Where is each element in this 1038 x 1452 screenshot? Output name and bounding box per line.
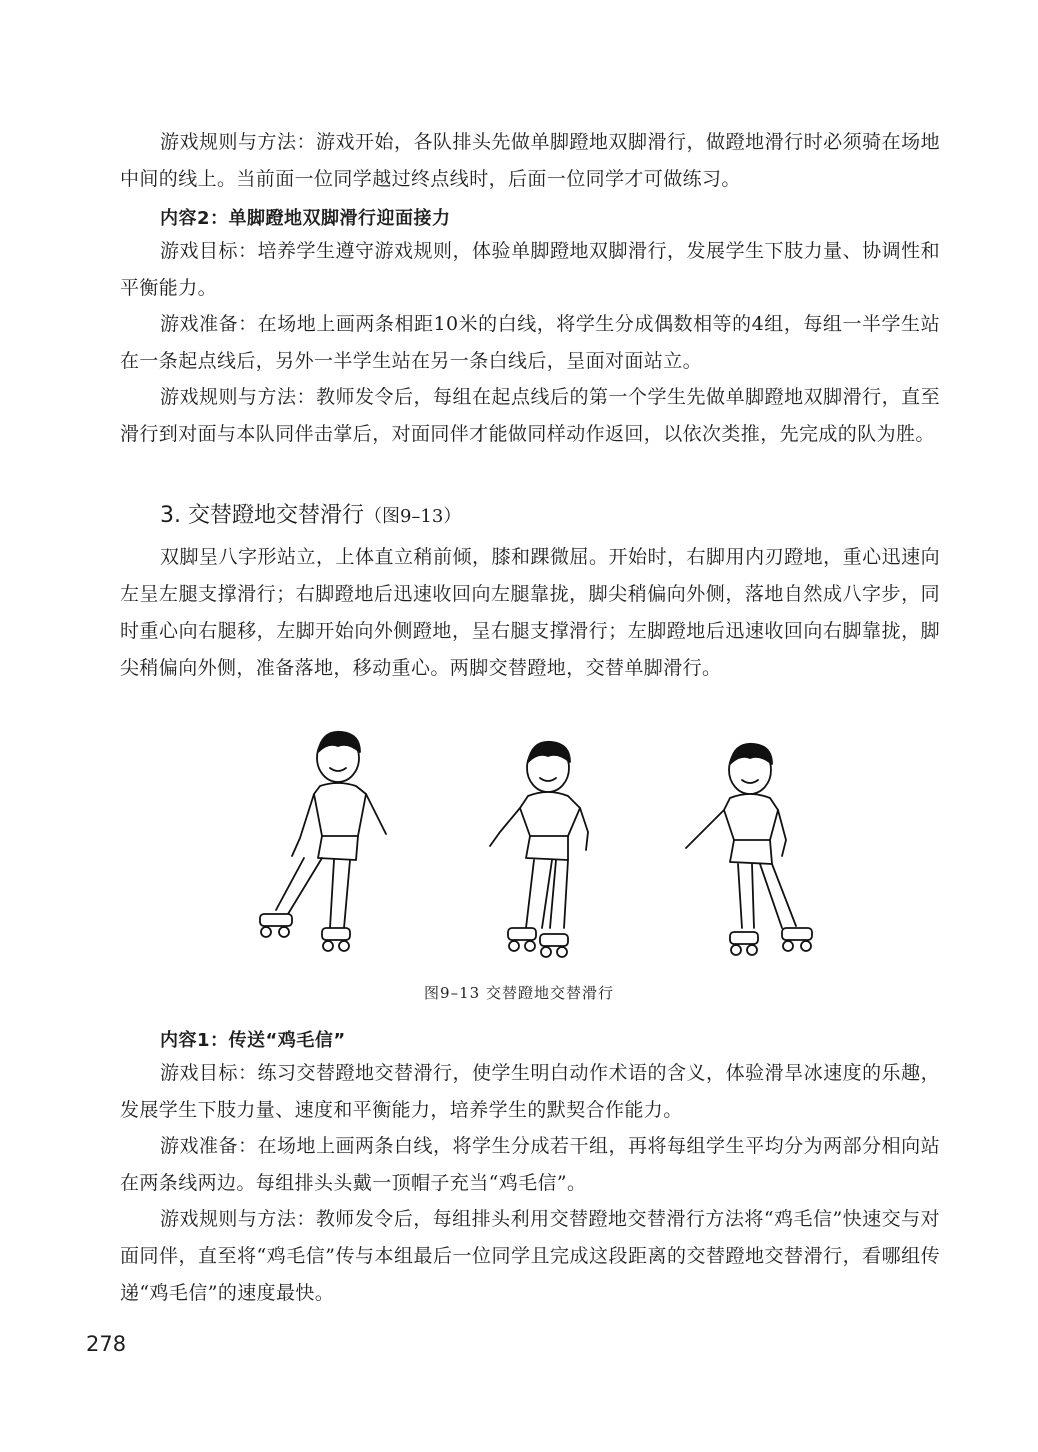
- heading-content-2: 内容2：单脚蹬地双脚滑行迎面接力: [160, 208, 451, 229]
- page-number: 278: [86, 1332, 127, 1356]
- paragraph-game-rules-1: 游戏规则与方法：游戏开始，各队排头先做单脚蹬地双脚滑行，做蹬地滑行时必须骑在场地中间的线上。当前面一位同学越过终点线时，后面一位同学才可做练习。: [120, 131, 940, 190]
- figure-skating-illustration: [230, 728, 830, 968]
- paragraph-game-goal-2: 游戏目标：培养学生遵守游戏规则，体验单脚蹬地双脚滑行，发展学生下肢力量、协调性和平衡能力。: [120, 240, 940, 299]
- skater-figure-3: [686, 744, 812, 955]
- paragraph-game-goal-1: 游戏目标：练习交替蹬地交替滑行，使学生明白动作术语的含义，体验滑旱冰速度的乐趣，发展学生下肢力量、速度和平衡能力，培养学生的默契合作能力。: [120, 1062, 940, 1121]
- paragraph-game-rules-2: 游戏规则与方法：教师发令后，每组在起点线后的第一个学生先做单脚蹬地双脚滑行，直至滑行到对面与本队同伴击掌后，对面同伴才能做同样动作返回，以依次类推，先完成的队为胜。: [120, 386, 940, 445]
- paragraph-game-prep-1: 游戏准备：在场地上画两条白线，将学生分成若干组，再将每组学生平均分为两部分相向站在两条线两边。每组排头头戴一顶帽子充当“鸡毛信”。: [120, 1135, 940, 1194]
- skater-figure-1: [260, 732, 386, 951]
- figure-caption: 图9–13 交替蹬地交替滑行: [424, 984, 614, 1002]
- paragraph-game-rules-3: 游戏规则与方法：教师发令后，每组排头利用交替蹬地交替滑行方法将“鸡毛信”快速交与对面同伴，直至将“鸡毛信”传与本组最后一位同学且完成这段距离的交替蹬地交替滑行，看哪组传递“鸡毛信”的速度最快。: [120, 1208, 940, 1304]
- section-title: 3. 交替蹬地交替滑行: [160, 503, 364, 528]
- section-heading-3: [160, 498, 461, 529]
- paragraph-technique: 双脚呈八字形站立，上体直立稍前倾，膝和踝微屈。开始时，右脚用内刃蹬地，重心迅速向左呈左腿支撑滑行；右脚蹬地后迅速收回向左腿靠拢，脚尖稍偏向外侧，落地自然成八字步，同时重心向右腿移，左脚开始向外侧蹬地，呈右腿支撑滑行；左脚蹬地后迅速收回向右脚靠拢，脚尖稍偏向外侧，准备落地，移动重心。两脚交替蹬地，交替单脚滑行。: [120, 546, 940, 679]
- paragraph-game-prep-2: 游戏准备：在场地上画两条相距10米的白线，将学生分成偶数相等的4组，每组一半学生站在一条起点线后，另外一半学生站在另一条白线后，呈面对面站立。: [120, 313, 940, 372]
- figure-reference: （图9–13）: [363, 506, 462, 527]
- skater-figure-2: [490, 742, 588, 957]
- heading-content-1: 内容1：传送“鸡毛信”: [160, 1030, 346, 1051]
